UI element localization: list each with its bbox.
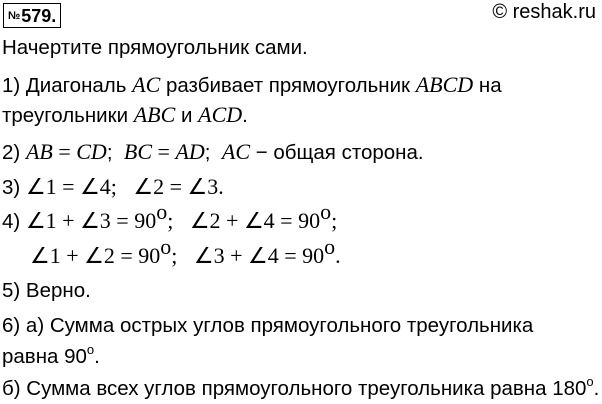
line-text: 2) <box>2 141 26 164</box>
line-text: треугольники <box>2 104 134 127</box>
line-text: . <box>94 345 100 368</box>
line-text: . <box>242 104 248 127</box>
math-segment: AC <box>221 139 250 164</box>
number-sign: № <box>8 10 21 22</box>
math-segment: ; ∠3 + ∠4 = 90 <box>171 243 325 268</box>
math-segment: AD <box>175 139 205 164</box>
line-text: разбивает прямоугольник <box>160 74 416 97</box>
math-segment: CD <box>76 139 107 164</box>
watermark: © reshak.ru <box>492 1 596 23</box>
text-line-10 <box>2 344 100 370</box>
math-operator: = <box>152 139 176 164</box>
line-text: и <box>175 104 199 127</box>
text-line-7 <box>30 234 341 270</box>
problem-number: 579. <box>21 6 57 26</box>
line-text: ; <box>106 141 124 164</box>
degree-mark: o <box>86 342 95 357</box>
math-segment: ∠1 = ∠4; ∠2 = ∠3. <box>25 174 224 199</box>
line-text: 5) Верно. <box>2 279 91 302</box>
line-text: 3) <box>2 176 26 199</box>
degree-mark: o <box>586 374 594 389</box>
math-segment: BC <box>123 139 153 164</box>
math-segment: ; <box>331 208 338 233</box>
math-segment: ACD <box>198 102 243 127</box>
line-text: равна 90 <box>2 345 87 368</box>
math-segment: ABC <box>133 102 176 127</box>
math-segment: AB <box>25 139 53 164</box>
degree-mark: o <box>156 199 168 224</box>
degree-mark: o <box>160 234 172 259</box>
line-text: 1) Диагональ <box>2 74 133 97</box>
math-segment: ; ∠2 + ∠4 = 90 <box>167 208 321 233</box>
line-text: ; <box>204 141 222 164</box>
math-segment: AC <box>132 72 161 97</box>
math-segment: . <box>335 243 341 268</box>
problem-number-badge <box>3 3 61 28</box>
line-text: б) Сумма всех углов прямоугольного треугольника равна 180 <box>2 377 587 400</box>
line-text: 4) <box>2 210 26 233</box>
line-text: . <box>593 377 600 400</box>
text-line-9 <box>2 313 533 339</box>
text-line-3 <box>2 102 248 129</box>
math-segment: ∠1 + ∠3 = 90 <box>25 208 157 233</box>
text-line-6 <box>2 199 338 235</box>
line-text: 6) а) Сумма острых углов прямоугольного треугольника <box>2 314 534 337</box>
line-text: на <box>473 74 502 97</box>
text-line-5 <box>2 174 224 201</box>
line-text: Начертите прямоугольник сами. <box>2 36 308 59</box>
text-line-2 <box>2 72 502 99</box>
text-line-11 <box>2 376 599 402</box>
line-text: − общая сторона. <box>250 141 424 164</box>
degree-mark: o <box>324 234 336 259</box>
degree-mark: o <box>320 199 332 224</box>
math-segment: ABCD <box>415 72 474 97</box>
text-line-8 <box>2 278 91 304</box>
math-segment: ∠1 + ∠2 = 90 <box>30 243 161 268</box>
text-line-1 <box>2 35 308 61</box>
text-line-4 <box>2 139 424 166</box>
math-operator: = <box>52 139 77 164</box>
